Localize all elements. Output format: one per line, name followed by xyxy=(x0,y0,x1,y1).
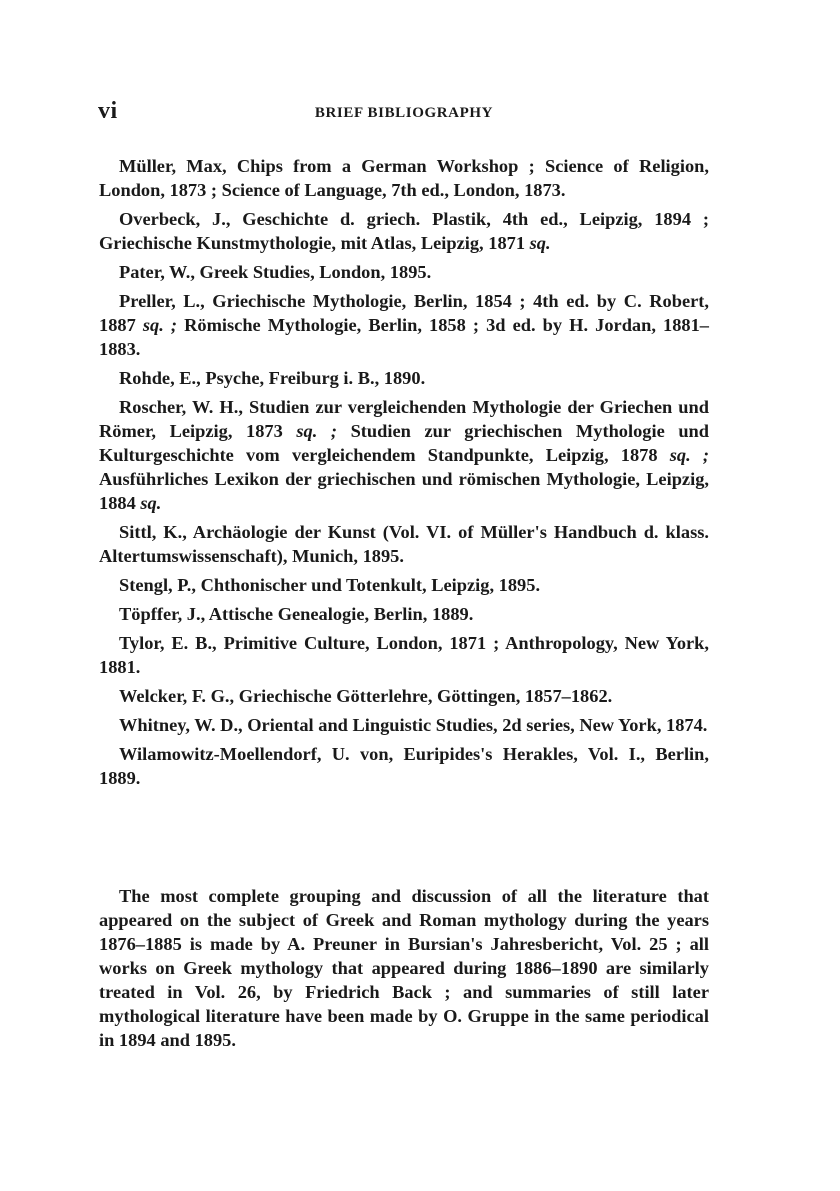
bib-entry-muller xyxy=(99,154,709,202)
bib-entry-rohde xyxy=(99,366,709,390)
bib-entry-preller xyxy=(99,289,709,361)
bib-entry-sittl xyxy=(99,520,709,568)
bib-entry-welcker xyxy=(99,684,709,708)
bib-entry-topffer xyxy=(99,602,709,626)
entry-text: Overbeck, J., Geschichte d. griech. Plastik, 4th ed., Leipzig, 1894 ; Griechische Kunstmythologie, mit Atlas, Leipzig, 1871 xyxy=(99,209,709,253)
entry-text: Tylor, E. B., Primitive Culture, London, 1871 ; Anthropology, New York, 1881. xyxy=(99,633,709,677)
entry-text: Whitney, W. D., Oriental and Linguistic Studies, 2d series, New York, 1874. xyxy=(119,715,708,735)
entry-text: Wilamowitz-Moellendorf, U. von, Euripides's Herakles, Vol. I., Berlin, 1889. xyxy=(99,744,709,788)
entry-text: Sittl, K., Archäologie der Kunst (Vol. VI. of Müller's Handbuch d. klass. Altertumswissenschaft), Munich, 1895. xyxy=(99,522,709,566)
bib-entry-whitney xyxy=(99,713,709,737)
entry-sq: sq. xyxy=(529,233,551,253)
entry-text: Stengl, P., Chthonischer und Totenkult, Leipzig, 1895. xyxy=(119,575,541,595)
entry-text: Müller, Max, Chips from a German Workshop ; Science of Religion, London, 1873 ; Science of Language, 7th ed., London, 1873. xyxy=(99,156,709,200)
running-head: BRIEF BIBLIOGRAPHY xyxy=(314,105,494,121)
entry-sq: sq. ; xyxy=(142,315,178,335)
entry-text: Roscher, W. H., Studien zur vergleichenden Mythologie der Griechen und Römer, Leipzig, 1873 xyxy=(99,397,709,441)
entry-text: Rohde, E., Psyche, Freiburg i. B., 1890. xyxy=(119,368,426,388)
entry-text: Preller, L., Griechische Mythologie, Berlin, 1854 ; 4th ed. by C. Robert, 1887 xyxy=(99,291,709,335)
bib-entry-tylor xyxy=(99,631,709,679)
bib-entry-pater xyxy=(99,260,709,284)
page-number: vi xyxy=(98,98,118,124)
entry-sq: sq. xyxy=(140,493,162,513)
entry-text-after: Römische Mythologie, Berlin, 1858 ; 3d ed. by H. Jordan, 1881–1883. xyxy=(99,315,709,359)
bib-entry-roscher xyxy=(99,395,709,515)
entry-sq: sq. ; xyxy=(296,421,338,441)
entry-text: Welcker, F. G., Griechische Götterlehre, Göttingen, 1857–1862. xyxy=(119,686,613,706)
entry-text-after: Ausführliches Lexikon der griechischen und römischen Mythologie, Leipzig, 1884 xyxy=(99,469,709,513)
entry-text: Töpffer, J., Attische Genealogie, Berlin, 1889. xyxy=(119,604,474,624)
entry-text: Pater, W., Greek Studies, London, 1895. xyxy=(119,262,432,282)
entry-sq: sq. ; xyxy=(669,445,710,465)
bib-entry-wilamowitz xyxy=(99,742,709,790)
bib-entry-overbeck xyxy=(99,207,709,255)
entry-text-after: Studien zur griechischen Mythologie und Kulturgeschichte vom vergleichendem Standpunkte, Leipzig, 1878 xyxy=(99,421,710,465)
page-header xyxy=(98,98,710,134)
bib-entry-stengl xyxy=(99,573,709,597)
literature-note: The most complete grouping and discussion of all the literature that appeared on the subject of Greek and Roman mythology during the years 1876–1885 is made by A. Preuner in Bursian's Jahresbericht, Vol. 25 ; all works on Greek mythology that appeared during 1886–1890 are similarly treated in Vol. 26, by Friedrich Back ; and summaries of still later mythological literature have been made by O. Gruppe in the same periodical in 1894 and 1895. xyxy=(99,886,709,1050)
bibliography-list xyxy=(99,154,709,795)
